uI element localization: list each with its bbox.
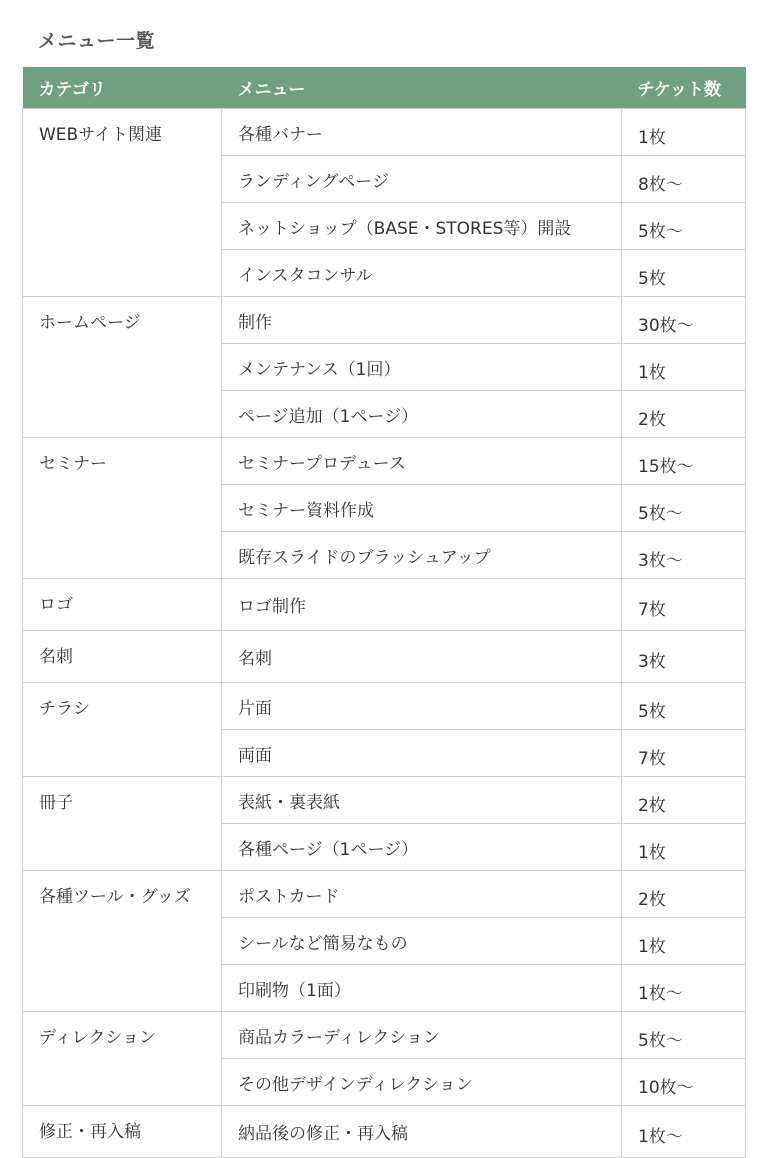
table-row [23,1012,746,1059]
column-header-menu: メニュー [222,67,622,109]
page-title: メニュー一覧 [38,30,156,52]
category-cell: 修正・再入稿 [23,1106,222,1158]
table-row [23,438,746,485]
menu-table [22,67,746,1158]
table-row [23,297,746,344]
ticket-count-cell: 30枚〜 [622,297,746,344]
category-cell: 名刺 [23,631,222,683]
category-cell: ホームページ [23,297,222,438]
ticket-count-cell: 5枚〜 [622,1012,746,1059]
ticket-count-cell: 1枚 [622,344,746,391]
menu-cell: ポストカード [222,871,622,918]
ticket-count-cell: 3枚〜 [622,532,746,579]
menu-cell: セミナー資料作成 [222,485,622,532]
table-row [23,631,746,683]
menu-cell: 表紙・裏表紙 [222,777,622,824]
ticket-count-cell: 1枚 [622,109,746,156]
ticket-count-cell: 8枚〜 [622,156,746,203]
ticket-count-cell: 1枚〜 [622,965,746,1012]
category-cell: WEBサイト関連 [23,109,222,297]
menu-cell: 名刺 [222,631,622,683]
ticket-count-cell: 2枚 [622,391,746,438]
column-header-category: カテゴリ [23,67,222,109]
menu-cell: 商品カラーディレクション [222,1012,622,1059]
table-header [23,67,746,109]
menu-cell: ランディングページ [222,156,622,203]
category-cell: ロゴ [23,579,222,631]
menu-cell: その他デザインディレクション [222,1059,622,1106]
menu-cell: 片面 [222,683,622,730]
menu-cell: 制作 [222,297,622,344]
table-row [23,579,746,631]
ticket-count-cell: 15枚〜 [622,438,746,485]
category-cell: 冊子 [23,777,222,871]
menu-cell: ページ追加（1ページ） [222,391,622,438]
ticket-count-cell: 5枚〜 [622,203,746,250]
ticket-count-cell: 7枚 [622,579,746,631]
ticket-count-cell: 1枚〜 [622,1106,746,1158]
table-row [23,109,746,156]
table-row [23,777,746,824]
ticket-count-cell: 7枚 [622,730,746,777]
menu-cell: インスタコンサル [222,250,622,297]
ticket-count-cell: 5枚 [622,683,746,730]
ticket-count-cell: 10枚〜 [622,1059,746,1106]
table-row [23,871,746,918]
menu-cell: 印刷物（1面） [222,965,622,1012]
ticket-count-cell: 5枚〜 [622,485,746,532]
menu-cell: 既存スライドのブラッシュアップ [222,532,622,579]
menu-cell: メンテナンス（1回） [222,344,622,391]
menu-cell: 納品後の修正・再入稿 [222,1106,622,1158]
category-cell: チラシ [23,683,222,777]
menu-cell: 各種ページ（1ページ） [222,824,622,871]
category-cell: セミナー [23,438,222,579]
ticket-count-cell: 2枚 [622,871,746,918]
ticket-count-cell: 2枚 [622,777,746,824]
ticket-count-cell: 1枚 [622,824,746,871]
menu-cell: ネットショップ（BASE・STORES等）開設 [222,203,622,250]
ticket-count-cell: 5枚 [622,250,746,297]
menu-cell: 各種バナー [222,109,622,156]
category-cell: 各種ツール・グッズ [23,871,222,1012]
menu-cell: セミナープロデュース [222,438,622,485]
table-body [23,109,746,1158]
table-header-row [23,67,746,109]
ticket-count-cell: 1枚 [622,918,746,965]
menu-cell: ロゴ制作 [222,579,622,631]
table-row [23,683,746,730]
ticket-count-cell: 3枚 [622,631,746,683]
table-row [23,1106,746,1158]
category-cell: ディレクション [23,1012,222,1106]
menu-cell: シールなど簡易なもの [222,918,622,965]
menu-cell: 両面 [222,730,622,777]
column-header-tickets: チケット数 [622,67,746,109]
